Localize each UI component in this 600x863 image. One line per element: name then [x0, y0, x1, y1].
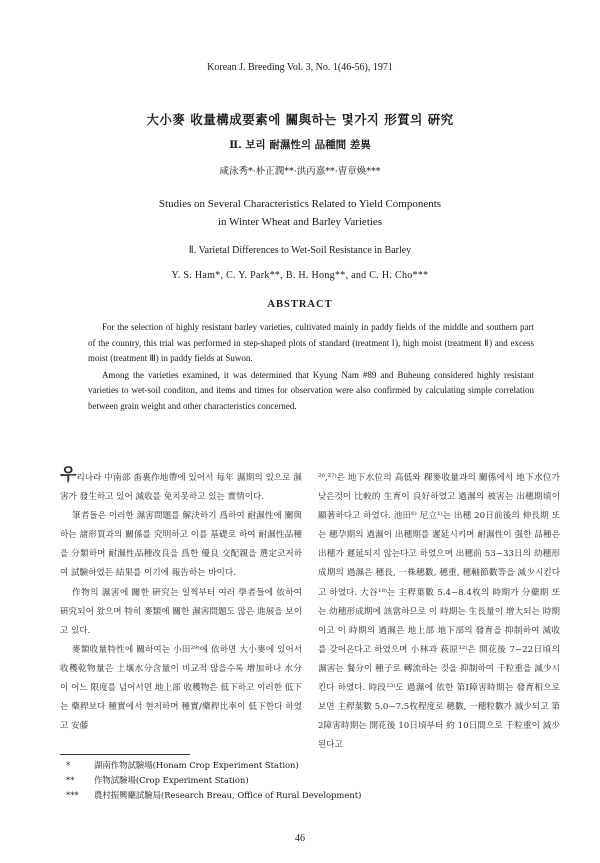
korean-subtitle: Ⅱ. 보리 耐濕性의 品種間 差異	[229, 139, 371, 151]
footnote-text: 農村振興廳試驗局(Research Breau, Office of Rural Development)	[94, 790, 362, 800]
footnote-text: 湖南作物試驗場(Honam Crop Experiment Station)	[94, 760, 299, 770]
body-paragraph: 麥類收量特性에 關하여는 小田²⁹⁾에 依하면 大小麥에 있어서 收穫乾物量은 土壤水分含量이 비교적 많을수록 增加하나 水分이 어느 限度를 넘어서면 地上部 收穫物은 低下하고 이러한 低下는 藥稈보다 種實에서 현저하며 種實/藥稈比率이 低下한다 하였고 安藤	[60, 644, 302, 732]
body-paragraph: 作物의 濕害에 關한 硏究는 일찍부터 여러 學者들에 依하여 硏究되어 왔으며 特히 麥類에 關한 濕害問題도 많은 進展을 보이고 있다.	[60, 587, 302, 636]
abstract-paragraph-1: For the selection of highly resistant barley varieties, cultivated mainly in paddy fields of the middle and southern part of the country, this trial was performed in step-shaped plots of standard (treatment Ⅰ), high moist (treatment Ⅱ) and excess moist (treatment Ⅲ) in paddy fields at Suwon.	[88, 322, 534, 363]
page-number: 46	[295, 833, 305, 844]
abstract-heading: ABSTRACT	[267, 299, 333, 310]
footnote-2	[66, 773, 566, 788]
body-paragraph: 우리나라 中南部 畓裏作地帶에 있어서 每年 濕期의 있으로 濕害가 發生하고 있어 減收를 免치못하고 있는 實情이다.	[60, 465, 302, 503]
drop-cap: 우	[60, 465, 77, 485]
body-column-right	[318, 469, 560, 755]
english-title	[40, 195, 560, 231]
english-title-line-1: Studies on Several Characteristics Related to Yield Components	[158, 198, 442, 210]
korean-title: 大小麥 收量構成要素에 關與하는 몇가지 形質의 硏究	[146, 112, 454, 127]
english-title-line-2: in Winter Wheat and Barley Varieties	[217, 216, 383, 228]
body-column-left	[60, 465, 302, 736]
footnote-divider	[60, 754, 190, 755]
abstract-paragraph-2: Among the varieties examined, it was determined that Kyung Nam #89 and Buheung considered highly resistant varieties to wet-soil conditon, and items and times for observation were also confirmed by calculating simple correlation between grain weight and other characteristics concerned.	[88, 369, 534, 411]
journal-citation: Korean J. Breeding Vol. 3, No. 1(46-56), 1971	[207, 62, 393, 73]
body-paragraph: 筆者들은 이러한 濕害問題를 解決하기 爲하여 耐濕性에 關與하는 諸形質과의 關係를 究明하고 이를 基礎로 하여 耐濕性品種을 分類하며 耐濕性品種改良을 爲한 優良 交配親을 選定코저하여 試驗하였든 結果를 이기에 報告하는 바이다.	[60, 511, 302, 579]
abstract-body	[88, 320, 534, 415]
footnote-1	[66, 758, 566, 773]
footnote-text: 作物試驗場(Crop Experiment Station)	[94, 775, 249, 785]
body-paragraph: ²⁶,²⁷⁾은 地下水位의 高低와 稞麥收量과의 關係에서 地下水位가 낮은것이 比較的 生育이 良好하였고 過濕의 被害는 出穗期頃이 顯著하다고 하였다. 池田⁶⁾ 尼立¹⁾는 出穗 20日前後의 伸長期 또는 穗孕期의 過濕이 出穗期를 遲延시키며 耐濕性이 强한 品種은 出穗가 遲延되지 않는다고 하였으며 出穗前 53~33日의 幼穗形成期의 過濕은 穗長, 一株穗數, 穗重, 穗軸節數等을 減少시킨다고 하였다. 大谷¹⁸⁾는 主稈葉數 5.4~8.4枚의 時期가 分蘗期 또는 幼穗形成期에 該當하므로 이 時期는 生長量이 增大되는 時期이고 이 時期의 過濕은 地上部 地下部의 發育을 抑制하여 減收를 갖어온다고 하였으며 小林과 萩原¹²⁾은 開花後 7~22日頃의 濕害는 餐分이 種子로 轉流하는 것을 抑制하여 千粒重을 減少시킨다 하였다. 時段²³⁾도 過濕에 依한 第Ⅰ障害時期는 發育相으로 보면 主稈葉數 5.0~7.5枚程度로 穗數, 一穗粒數가 減少되고 第2障害時期는 開花後 10日頃부터 約 10日間으로 千粒重이 減少된다고	[318, 473, 560, 751]
footnote-3	[66, 788, 566, 803]
english-authors: Y. S. Ham*, C. Y. Park**, B. H. Hong**, and C. H. Cho***	[171, 270, 429, 281]
footnote-mark: **	[66, 775, 75, 785]
korean-authors: 咸泳秀*·朴正潤**·洪丙憙**·曺章煥***	[219, 166, 381, 177]
footnote-mark: ***	[66, 790, 79, 800]
footnote-mark: *	[66, 760, 71, 770]
english-subtitle: Ⅱ. Varietal Differences to Wet-Soil Resistance in Barley	[188, 245, 412, 256]
